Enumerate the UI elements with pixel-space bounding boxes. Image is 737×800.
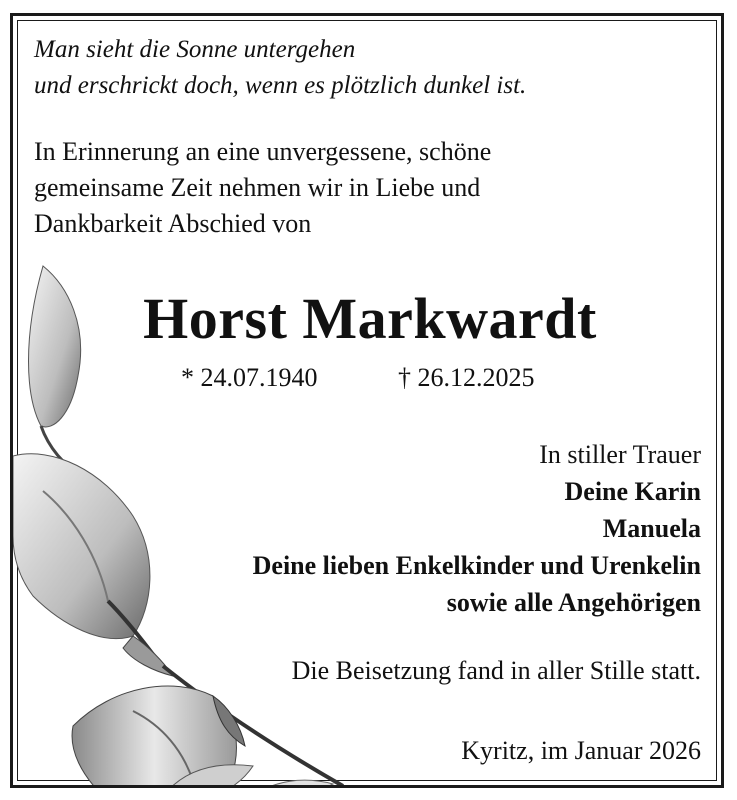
intro-line-3: Dankbarkeit Abschied von	[34, 209, 312, 238]
motto-quote	[34, 32, 526, 104]
motto-line-1: Man sieht die Sonne untergehen	[34, 36, 356, 63]
motto-line-2: und erschrickt doch, wenn es plötzlich dunkel ist.	[34, 72, 527, 99]
death-date: † 26.12.2025	[398, 363, 535, 392]
deceased-name: Horst Markwardt	[143, 286, 597, 351]
mourners-block	[253, 436, 701, 621]
mourner-line-1: Deine Karin	[564, 477, 701, 506]
mourner-line-3: Deine lieben Enkelkinder und Urenkelin	[252, 551, 701, 580]
intro-line-1: In Erinnerung an eine unvergessene, schöne	[34, 137, 492, 166]
funeral-note: Die Beisetzung fand in aller Stille statt.	[291, 656, 701, 685]
intro-text	[34, 134, 491, 242]
birth-date: * 24.07.1940	[181, 363, 318, 392]
mourner-line-2: Manuela	[602, 514, 701, 543]
obituary-frame	[10, 13, 724, 788]
intro-line-2: gemeinsame Zeit nehmen wir in Liebe und	[34, 173, 481, 202]
place-date: Kyritz, im Januar 2026	[461, 736, 701, 765]
mourner-line-4: sowie alle Angehörigen	[446, 588, 701, 617]
mourners-intro: In stiller Trauer	[539, 440, 701, 469]
